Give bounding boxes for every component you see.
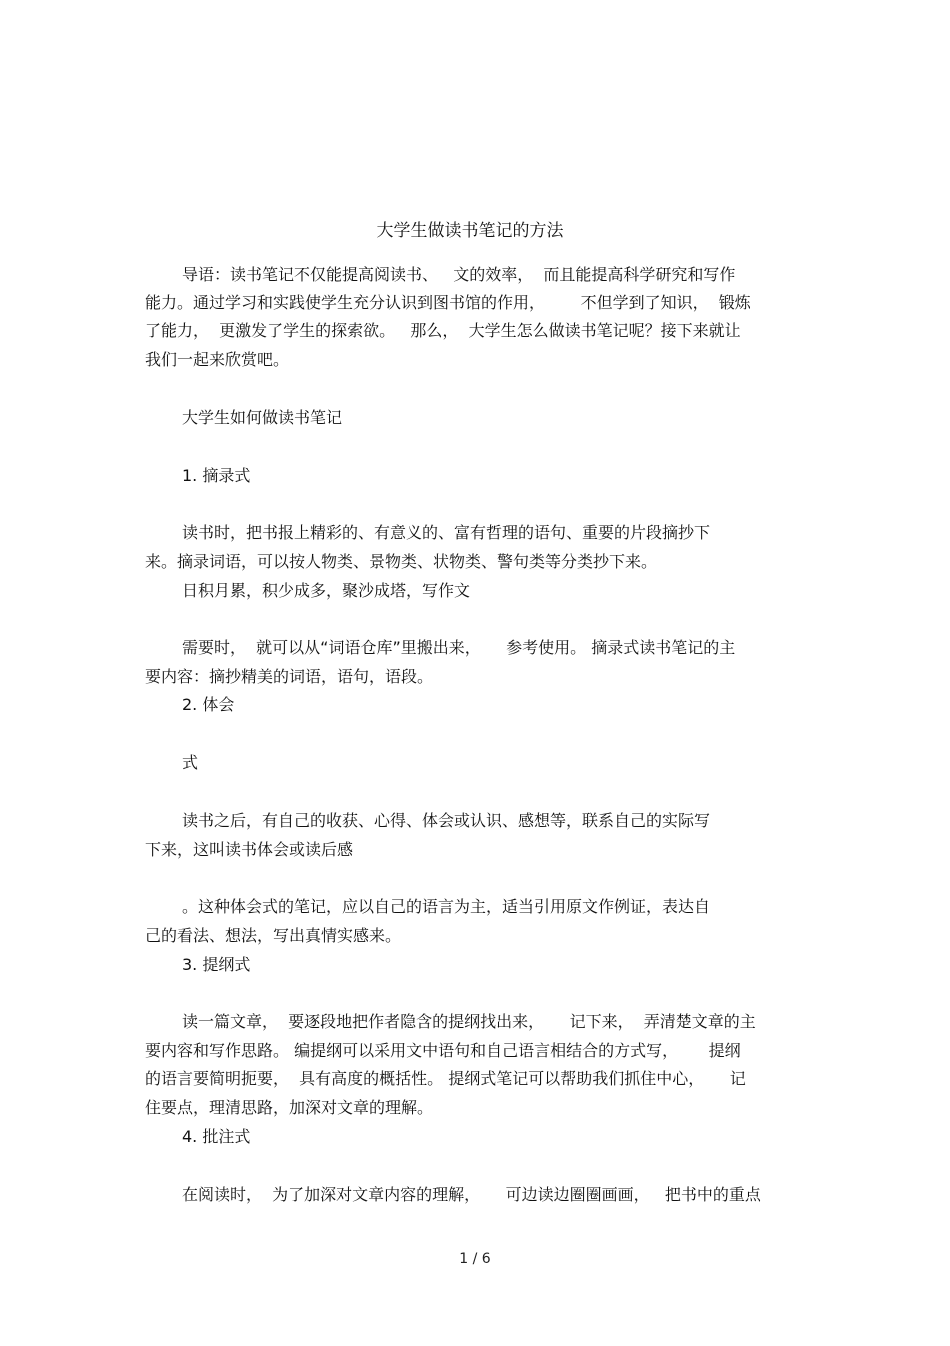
section-heading: 4. 批注式 (182, 1127, 251, 1146)
paragraph-line: 导语：读书笔记不仅能提高阅读书、 文的效率， 而且能提高科学研究和写作 (182, 265, 736, 284)
paragraph-line: 要内容和写作思路。 编提纲可以采用文中语句和自己语言相结合的方式写， 提纲 (145, 1041, 741, 1060)
paragraph-line: 需要时， 就可以从“词语仓库”里搬出来， 参考使用。 摘录式读书笔记的主 (182, 638, 736, 657)
paragraph-line: 住要点，理清思路，加深对文章的理解。 (145, 1098, 434, 1117)
paragraph-line: 能力。通过学习和实践使学生充分认识到图书馆的作用， 不但学到了知识， 锻炼 (145, 293, 751, 312)
section-heading: 大学生如何做读书笔记 (182, 408, 343, 427)
document-title: 大学生做读书笔记的方法 (376, 221, 564, 241)
paragraph-line: 在阅读时， 为了加深对文章内容的理解， 可边读边圈圈画画， 把书中的重点 (182, 1185, 761, 1204)
section-heading: 2. 体会 (182, 695, 235, 714)
section-heading: 3. 提纲式 (182, 955, 251, 974)
paragraph-line: 己的看法、想法，写出真情实感来。 (145, 926, 402, 945)
section-heading: 式 (182, 753, 199, 772)
page-number: 1 / 6 (459, 1251, 491, 1267)
paragraph-line: 下来，这叫读书体会或读后感 (145, 840, 354, 859)
paragraph-line: 要内容：摘抄精美的词语，语句，语段。 (145, 667, 434, 686)
paragraph-line: 读书时，把书报上精彩的、有意义的、富有哲理的语句、重要的片段摘抄下 (182, 523, 711, 542)
paragraph-line: 读书之后，有自己的收获、心得、体会或认识、感想等，联系自己的实际写 (182, 811, 711, 830)
paragraph-line: 的语言要简明扼要， 具有高度的概括性。 提纲式笔记可以帮助我们抓住中心， 记 (145, 1069, 746, 1088)
paragraph-line: 来。摘录词语，可以按人物类、景物类、状物类、警句类等分类抄下来。 (145, 552, 658, 571)
paragraph-line: 日积月累，积少成多，聚沙成塔，写作文 (182, 581, 471, 600)
paragraph-line: 了能力， 更激发了学生的探索欲。 那么， 大学生怎么做读书笔记呢？接下来就让 (145, 321, 741, 340)
paragraph-line: 我们一起来欣赏吧。 (145, 350, 290, 369)
paragraph-line: 读一篇文章， 要逐段地把作者隐含的提纲找出来， 记下来， 弄清楚文章的主 (182, 1012, 756, 1031)
section-heading: 1. 摘录式 (182, 466, 251, 485)
paragraph-line: 。这种体会式的笔记，应以自己的语言为主，适当引用原文作例证，表达自 (182, 897, 711, 916)
